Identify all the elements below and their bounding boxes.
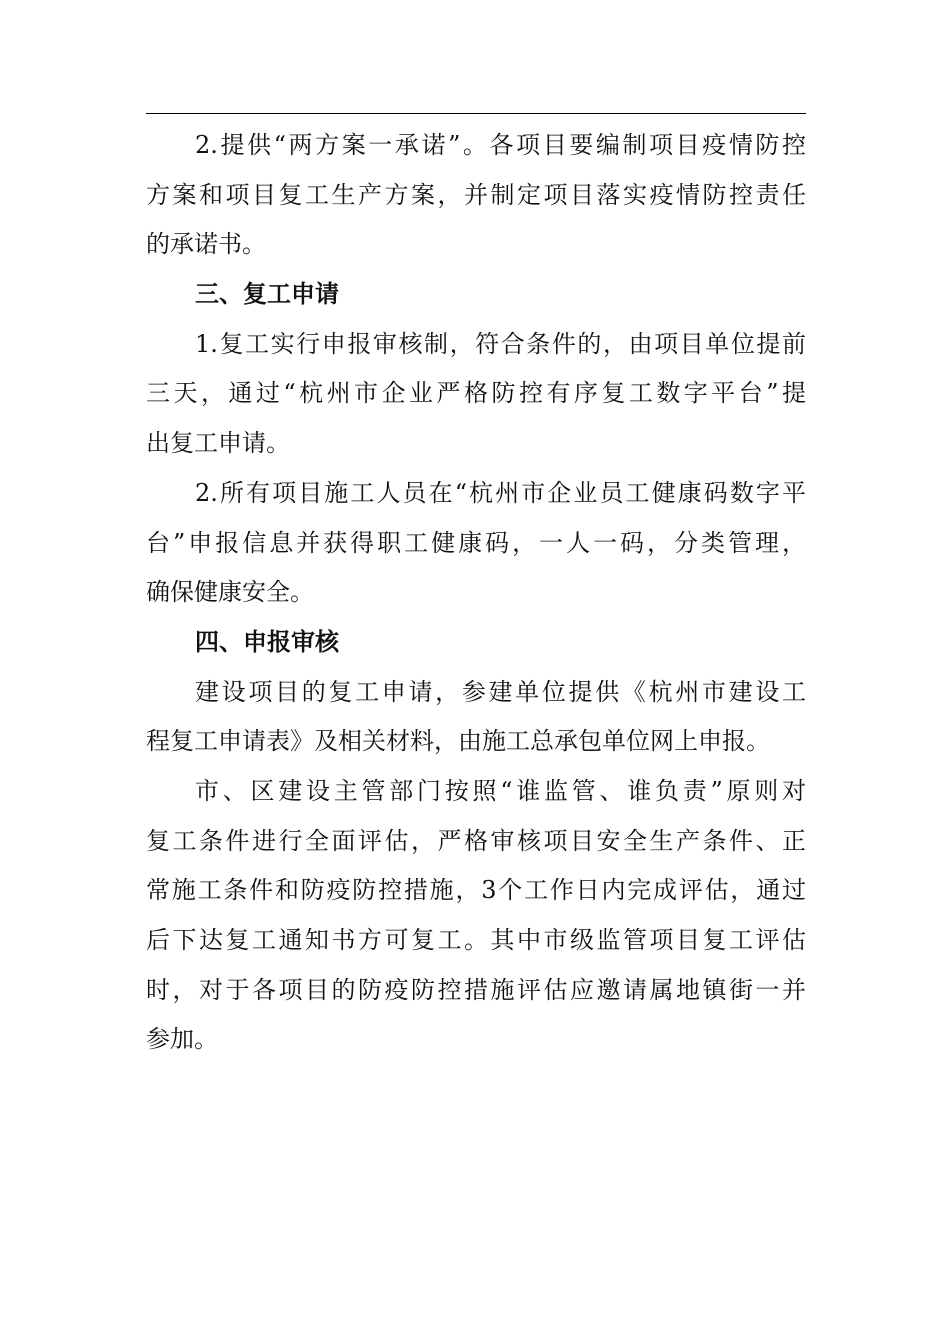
text-line: 确保健康安全。 bbox=[146, 578, 314, 607]
text-line: 后下达复工通知书方可复工。其中市级监管项目复工评估 bbox=[146, 926, 806, 954]
text-line: 1.复工实行申报审核制，符合条件的，由项目单位提前 bbox=[195, 329, 806, 358]
paragraph-evaluation bbox=[146, 767, 806, 1065]
header-rule bbox=[146, 113, 806, 114]
section-heading-report-review bbox=[146, 618, 806, 668]
section-heading: 三、复工申请 bbox=[195, 280, 339, 309]
paragraph-application-materials bbox=[146, 668, 806, 767]
text-line: 出复工申请。 bbox=[146, 429, 290, 458]
paragraph-health-code bbox=[146, 469, 806, 618]
text-line: 方案和项目复工生产方案，并制定项目落实疫情防控责任 bbox=[146, 180, 806, 209]
text-line: 市、区建设主管部门按照“谁监管、谁负责”原则对 bbox=[195, 776, 806, 805]
text-line: 2.提供“两方案一承诺”。各项目要编制项目疫情防控 bbox=[195, 131, 806, 159]
text-line: 时，对于各项目的防疫防控措施评估应邀请属地镇街一并 bbox=[146, 975, 806, 1004]
text-line: 程复工申请表》及相关材料，由施工总承包单位网上申报。 bbox=[146, 727, 770, 756]
text-line: 常施工条件和防疫防控措施，3个工作日内完成评估，通过 bbox=[146, 876, 806, 905]
paragraph-project-plans bbox=[146, 121, 806, 270]
section-heading: 四、申报审核 bbox=[195, 627, 339, 656]
text-line: 参加。 bbox=[146, 1025, 218, 1054]
text-line: 2.所有项目施工人员在“杭州市企业员工健康码数字平 bbox=[195, 478, 806, 507]
document-body bbox=[146, 121, 806, 1065]
text-line: 复工条件进行全面评估，严格审核项目安全生产条件、正 bbox=[146, 826, 806, 855]
text-line: 台”申报信息并获得职工健康码，一人一码，分类管理， bbox=[146, 528, 806, 557]
section-heading-resumption-application bbox=[146, 270, 806, 320]
text-line: 三天，通过“杭州市企业严格防控有序复工数字平台”提 bbox=[146, 379, 806, 408]
text-line: 的承诺书。 bbox=[146, 230, 266, 259]
paragraph-application-review bbox=[146, 320, 806, 469]
text-line: 建设项目的复工申请，参建单位提供《杭州市建设工 bbox=[195, 677, 806, 706]
